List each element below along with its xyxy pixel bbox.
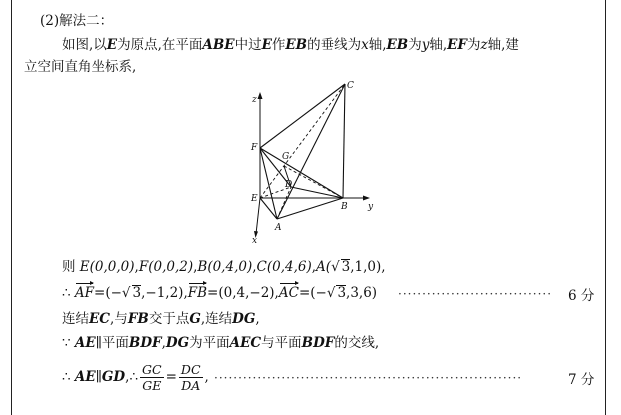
y-axis-arrow	[363, 196, 370, 201]
text: ,与	[110, 311, 128, 327]
label-B: B	[341, 202, 348, 212]
segment-AE: AE	[74, 369, 96, 385]
coord-B: B(0,4,0)	[197, 259, 253, 275]
label-G: G	[282, 152, 290, 162]
coord-A-prefix: A(	[316, 259, 332, 275]
axis-label: x	[361, 37, 369, 53]
text: ,	[204, 369, 209, 385]
text: 为平面	[189, 335, 230, 351]
vector-AC-value: =(−	[298, 285, 327, 301]
vector-AC-value-tail: ,3,6)	[346, 285, 378, 301]
coord-E: E(0,0,0)	[79, 259, 135, 275]
vector-FB-value: =(0,4,−2),	[207, 285, 279, 301]
edge-CB	[343, 84, 345, 198]
text: ∥平面	[95, 335, 129, 351]
label-D: D	[285, 180, 293, 190]
plane-AEC: AEC	[229, 335, 262, 351]
fraction-DC-DA	[179, 362, 203, 393]
intro-text: 轴,	[429, 37, 448, 53]
vectors-line: ∴ AF=(−√ 3,−1,2),FB=(0,4,−2),AC=(−√ 3,3,6)	[62, 285, 378, 301]
intro-text: 为原点,在平面	[117, 37, 203, 53]
fraction-denominator: GE	[142, 378, 162, 393]
text: ,∴	[125, 369, 139, 385]
coord-F: F(0,0,2)	[138, 259, 194, 275]
coordinate-figure	[244, 76, 384, 248]
segment-label: EF	[447, 37, 468, 53]
sqrt-value: 3	[132, 285, 142, 301]
segment-AE: AE	[74, 335, 96, 351]
point-label: E	[106, 37, 118, 53]
fraction-numerator: GC	[142, 362, 162, 377]
segment-label: EB	[386, 37, 409, 53]
intro-text: 轴,建	[487, 37, 519, 53]
label-x: x	[252, 236, 258, 246]
label-y: y	[368, 202, 374, 212]
edge-AB	[277, 198, 343, 219]
segment-DG: DG	[232, 311, 256, 327]
intro-text: 的垂线为	[307, 37, 362, 53]
leader-dots: ································································	[214, 371, 523, 385]
edge-EC-dashed	[260, 84, 345, 198]
score-7: 7 分	[568, 372, 595, 388]
connect-line	[62, 310, 260, 328]
final-line	[62, 362, 209, 393]
right-border-line	[605, 0, 606, 415]
intro-text: 为	[467, 37, 481, 53]
text: 交于点	[148, 311, 190, 327]
label-F: F	[251, 143, 258, 153]
plane-label: ABE	[202, 37, 235, 53]
because-symbol: ∵	[62, 335, 71, 351]
point-G: G	[189, 311, 201, 327]
text: ∥	[95, 369, 102, 385]
segment-label: EB	[285, 37, 308, 53]
text: ,	[255, 311, 260, 327]
section-title: (2)解法二：	[40, 13, 114, 29]
axis-label: z	[480, 37, 488, 53]
coord-C: C(0,4,6)	[256, 259, 312, 275]
sqrt-value: 3	[337, 285, 347, 301]
coordinates-line: 则 E(0,0,0),F(0,0,2),B(0,4,0),C(0,4,6),A(√ 3,1,0),	[62, 259, 386, 275]
point-label: E	[261, 37, 272, 53]
fraction-numerator: DC	[180, 362, 201, 377]
vector-FB: FB	[187, 285, 208, 301]
edge-FB	[260, 148, 343, 198]
segment-FB: FB	[127, 311, 149, 327]
intro-text: 为	[408, 37, 422, 53]
fraction-GC-GE	[140, 362, 164, 393]
segment-EC: EC	[89, 311, 111, 327]
segment-GD: GD	[101, 369, 126, 385]
vector-AF-value-tail: ,−1,2),	[141, 285, 188, 301]
label-A: A	[275, 223, 282, 233]
plane-BDF: BDF	[301, 335, 335, 351]
left-border-line	[11, 0, 12, 415]
sqrt-value: 3	[341, 259, 351, 275]
plane-BDF: BDF	[128, 335, 162, 351]
edge-DB	[291, 187, 343, 198]
segment-DG: DG	[165, 335, 190, 351]
intro-text: 如图,以	[62, 37, 107, 53]
leader-dots: ································	[398, 287, 553, 301]
axis-label: y	[421, 37, 430, 53]
therefore-symbol: ∴	[62, 285, 71, 301]
label-E: E	[251, 194, 258, 204]
label-z: z	[252, 95, 257, 105]
edge-GB-dashed	[284, 166, 343, 198]
text: 的交线,	[334, 335, 380, 351]
intro-text: 作	[271, 37, 286, 53]
edge-FC	[260, 84, 345, 148]
intro-line-2: 立空间直角坐标系,	[24, 59, 137, 75]
intro-line-1	[62, 36, 519, 54]
text: 连结	[62, 311, 89, 327]
because-line	[62, 334, 379, 352]
label-C: C	[347, 81, 354, 91]
text: 与平面	[261, 335, 302, 351]
vector-AF: AF	[74, 285, 95, 301]
text: ,连结	[200, 311, 233, 327]
text-then: 则	[62, 259, 76, 275]
equals: =	[165, 369, 177, 385]
coord-A-suffix: ,1,0),	[350, 259, 386, 275]
vector-AC: AC	[278, 285, 299, 301]
z-axis-arrow	[258, 92, 263, 99]
fraction-denominator: DA	[181, 378, 201, 393]
therefore-symbol: ∴	[62, 369, 71, 385]
text: ,	[161, 335, 166, 351]
intro-text: 轴,	[368, 37, 387, 53]
intro-text: 中过	[234, 37, 262, 53]
vector-AF-value: =(−	[94, 285, 122, 301]
score-6: 6 分	[568, 288, 595, 304]
